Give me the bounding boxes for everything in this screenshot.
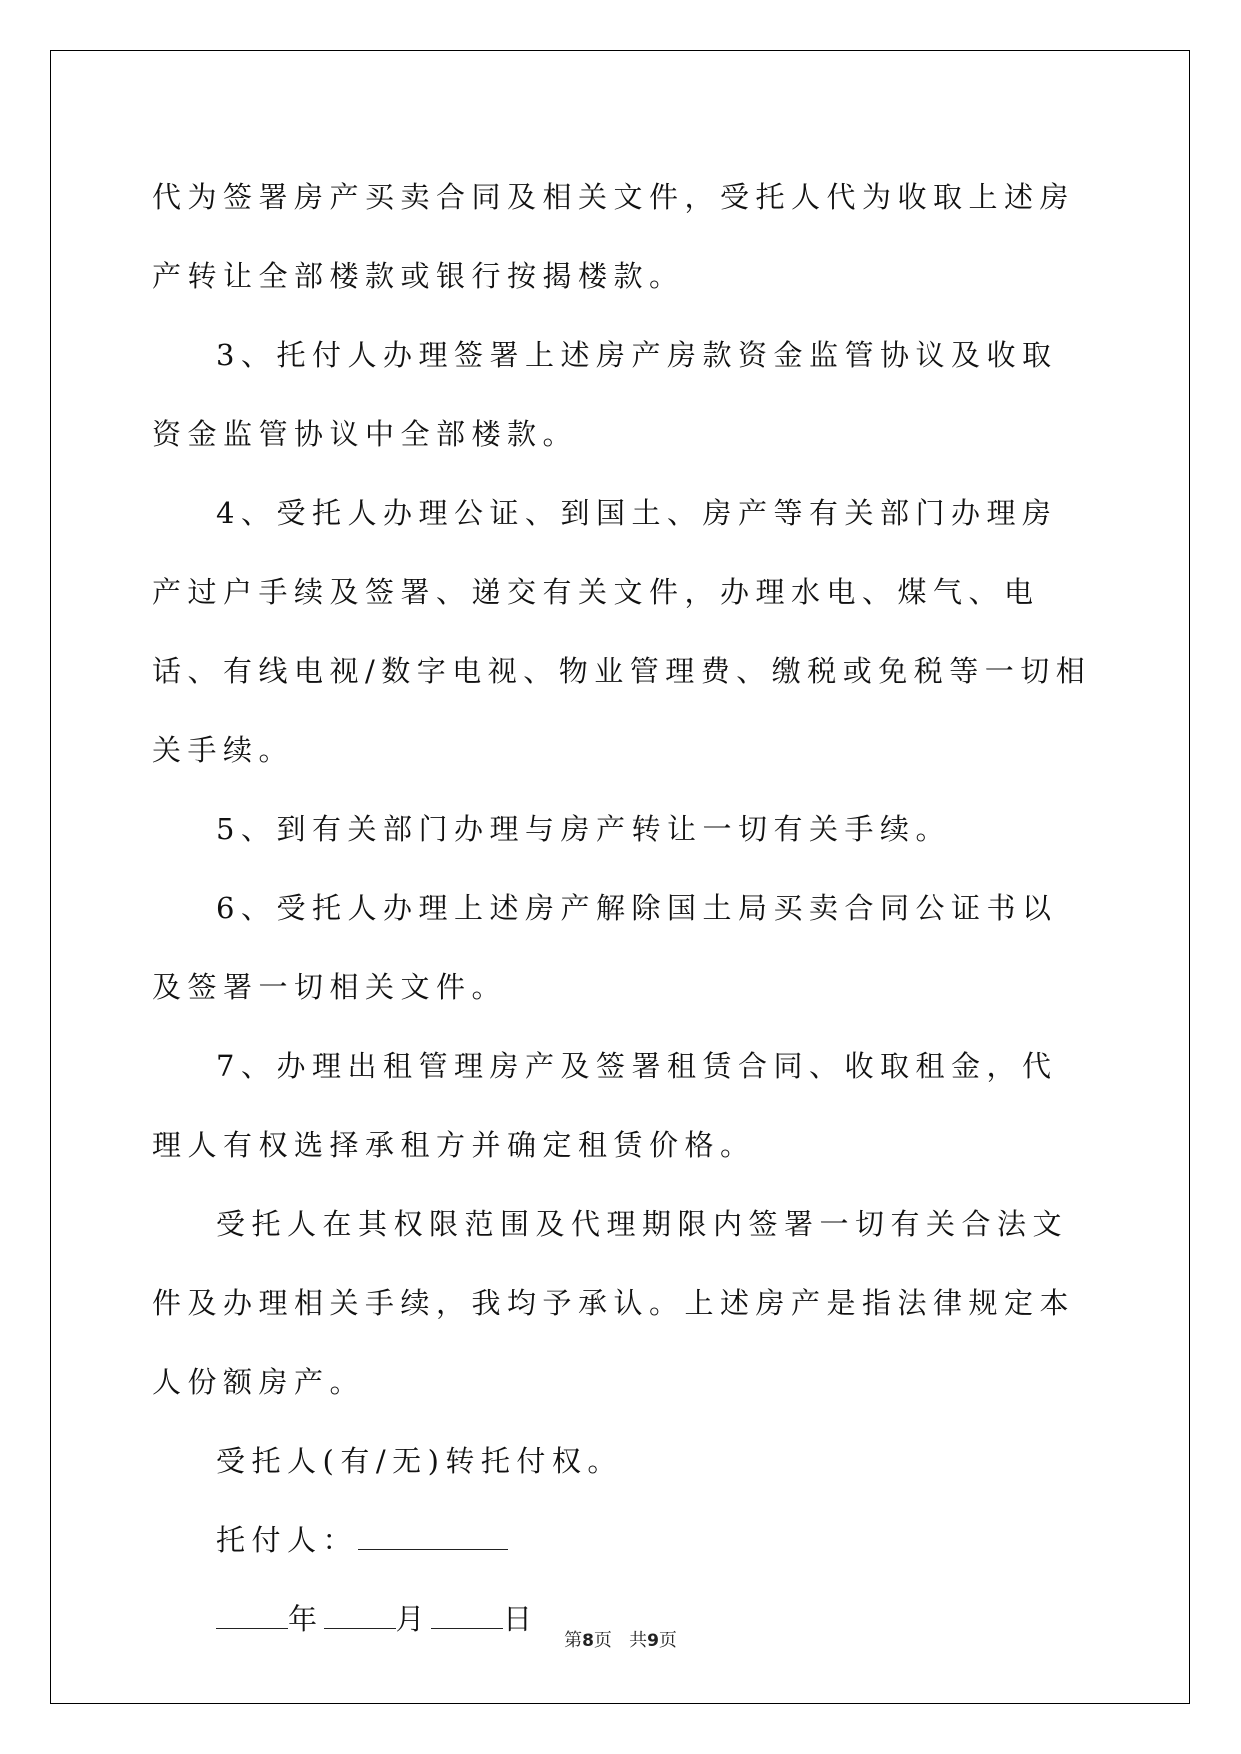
document-body (152, 158, 1092, 1659)
paragraph-item-7: 7、办理出租管理房产及签署租赁合同、收取租金，代理人有权选择承租方并确定租赁价格。 (152, 1049, 1058, 1162)
paragraph-item-3: 3、托付人办理签署上述房产房款资金监管协议及收取资金监管协议中全部楼款。 (152, 338, 1058, 451)
paragraph-sub-delegation: 受托人(有/无)转托付权。 (216, 1444, 623, 1478)
signature-blank (358, 1527, 508, 1550)
footer-page-unit: 页 (593, 1630, 612, 1651)
footer-prefix: 第 (564, 1630, 583, 1651)
footer-total-unit: 页 (658, 1630, 677, 1651)
page-footer (0, 1626, 1241, 1652)
paragraph-item-5: 5、到有关部门办理与房产转让一切有关手续。 (216, 812, 951, 846)
signature-line (152, 1501, 1092, 1580)
day-label: 日 (503, 1602, 539, 1636)
total-page-number: 9 (647, 1631, 659, 1651)
paragraph-item-6: 6、受托人办理上述房产解除国土局买卖合同公证书以及签署一切相关文件。 (152, 891, 1058, 1004)
footer-total-prefix: 共 (629, 1630, 648, 1651)
month-label: 月 (395, 1602, 432, 1636)
current-page-number: 8 (582, 1631, 594, 1651)
signature-label: 托付人： (216, 1523, 359, 1557)
paragraph-item-4: 4、受托人办理公证、到国土、房产等有关部门办理房产过户手续及签署、递交有关文件，办理水电、煤气、电话、有线电视/数字电视、物业管理费、缴税或免税等一切相关手续。 (152, 496, 1092, 767)
year-label: 年 (288, 1602, 324, 1636)
paragraph-continuation: 代为签署房产买卖合同及相关文件，受托人代为收取上述房产转让全部楼款或银行按揭楼款。 (152, 180, 1076, 293)
paragraph-authority: 受托人在其权限范围及代理期限内签署一切有关合法文件及办理相关手续，我均予承认。上述房产是指法律规定本人份额房产。 (152, 1207, 1076, 1399)
